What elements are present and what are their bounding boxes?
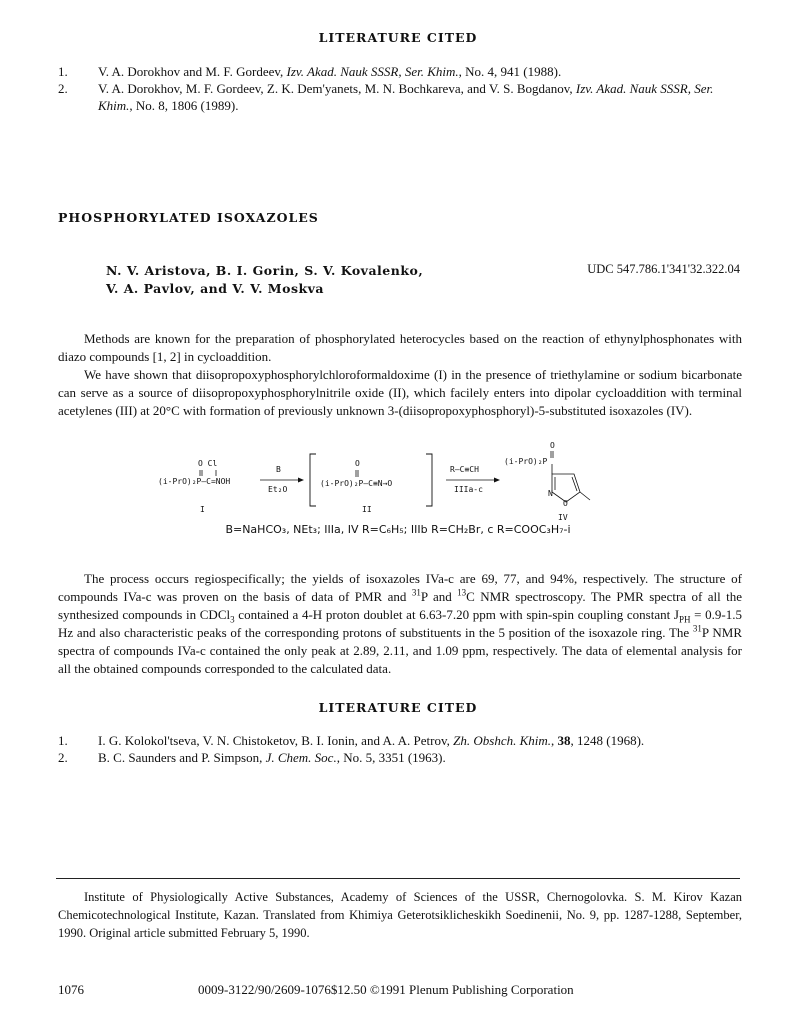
reference-item xyxy=(58,749,742,766)
paragraph: We have shown that diisopropoxyphosphorylchloroformaldoxime (I) in the presence of triethylamine or sodium bicarbonate can serve as a source of diisopropoxyphosphorylnitrile oxide (II), which facilely enters into dipolar cycloaddition with terminal acetylenes (III) at 20°C with formation of previously unknown 3-(diisopropoxyphosphoryl)-5-substituted isoxazoles (IV). xyxy=(58,367,742,418)
paragraph: The process occurs regiospecifically; the yields of isoxazoles IVa-c are 69, 77, and 94%, respectively. The structure of compounds IVa-c was proven on the basis of data of PMR and $^{31}$P and $^{13}$C NMR spectroscopy. The PMR spectra of all the synthesized compounds in CDCl$_3$ contained a 4-H proton doublet at 6.63-7.20 ppm with spin-spin coupling constant $J_{PH} = 0.9-1.5$ Hz and also characteristic peaks of the corresponding protons of substituents in the 5 position of the isoxazole ring. The $^{31}$P NMR spectra of compounds IVa-c contained the only peak at 2.89, 2.11, and 1.09 ppm, respectively. The data of elemental analysis for all the obtained compounds corresponded to the calculated data. xyxy=(58,571,743,676)
compound-label-II: II xyxy=(362,505,372,514)
reference-item xyxy=(58,732,742,749)
reference-item xyxy=(58,63,742,80)
reactant-formula: (i-PrO)₂P—C=NOH xyxy=(158,477,231,486)
intermediate-formula: (i-PrO)₂P—C≡N→O xyxy=(320,479,393,488)
paragraph: Methods are known for the preparation of phosphorylated heterocycles based on the reaction of ethynylphosphonates with diazo compounds [1, 2] in cycloaddition. xyxy=(58,331,742,364)
reference-number: 1. xyxy=(58,733,68,748)
product-top: O xyxy=(550,441,555,450)
compound-label-I: I xyxy=(200,505,205,514)
reactant-top: O Cl xyxy=(198,459,218,468)
intermediate-top: O xyxy=(355,459,360,468)
lit-cited-heading-1: LITERATURE CITED xyxy=(318,30,478,45)
ring-oxygen: O xyxy=(563,499,568,508)
lit-cited-heading-2: LITERATURE CITED xyxy=(318,700,478,715)
intro-paragraphs xyxy=(58,330,742,420)
authors-line-2: V. A. Pavlov, and V. V. Moskva xyxy=(106,281,325,296)
authors-line-1: N. V. Aristova, B. I. Gorin, S. V. Kovalenko, xyxy=(106,263,424,278)
arrow2-label: IIIa-c xyxy=(454,485,483,494)
reference-text: I. G. Kolokol'tseva, V. N. Chistoketov, B. I. Ionin, and A. A. Petrov, Zh. Obshch. Khim., 38, 1248 (1968). xyxy=(98,733,645,748)
reference-text: V. A. Dorokhov, M. F. Gordeev, Z. K. Dem'yanets, M. N. Bochkareva, and V. S. Bogdanov, Izv. Akad. Nauk SSSR, Ser. Khim., No. 8, 1806 (1989). xyxy=(98,81,714,113)
affiliation-text: Institute of Physiologically Active Substances, Academy of Sciences of the USSR, Chernogolovka. S. M. Kirov Kazan Chemicotechnological Institute, Kazan. Translated from Khimiya Geterotsiklicheskikh Soedinenii, No. 9, pp. 1287-1288, September, 1990. Original article submitted February 5, 1990. xyxy=(58,890,742,940)
reference-number: 2. xyxy=(58,81,68,96)
results-paragraph xyxy=(58,570,742,678)
arrow1-solvent: Et₂O xyxy=(268,485,288,494)
reference-number: 2. xyxy=(58,750,68,765)
ring-nitrogen: N xyxy=(548,489,553,498)
product-group: (i-PrO)₂P xyxy=(504,457,548,466)
reference-text: B. C. Saunders and P. Simpson, J. Chem. Soc., No. 5, 3351 (1963). xyxy=(98,750,446,765)
copyright-line: 0009-3122/90/2609-1076$12.50 ©1991 Plenum Publishing Corporation xyxy=(198,982,574,997)
arrow2-reagent: R—C≡CH xyxy=(450,465,479,474)
scheme-legend: B=NaHCO₃, NEt₃; IIIa, IV R=C₆H₅; IIIb R=CH₂Br, c R=COOC₃H₇-i xyxy=(225,523,571,536)
footer-affiliation xyxy=(58,888,742,942)
page-number: 1076 xyxy=(58,982,84,997)
reference-number: 1. xyxy=(58,64,68,79)
article-title: PHOSPHORYLATED ISOXAZOLES xyxy=(58,210,319,225)
footer-divider xyxy=(56,878,740,879)
arrow1-reagent: B xyxy=(276,465,281,474)
reference-item xyxy=(58,80,742,114)
udc-code: UDC 547.786.1'341'32.322.04 xyxy=(587,262,740,276)
reference-text: V. A. Dorokhov and M. F. Gordeev, Izv. Akad. Nauk SSSR, Ser. Khim., No. 4, 941 (1988). xyxy=(98,64,562,79)
compound-label-IV: IV xyxy=(558,513,568,522)
